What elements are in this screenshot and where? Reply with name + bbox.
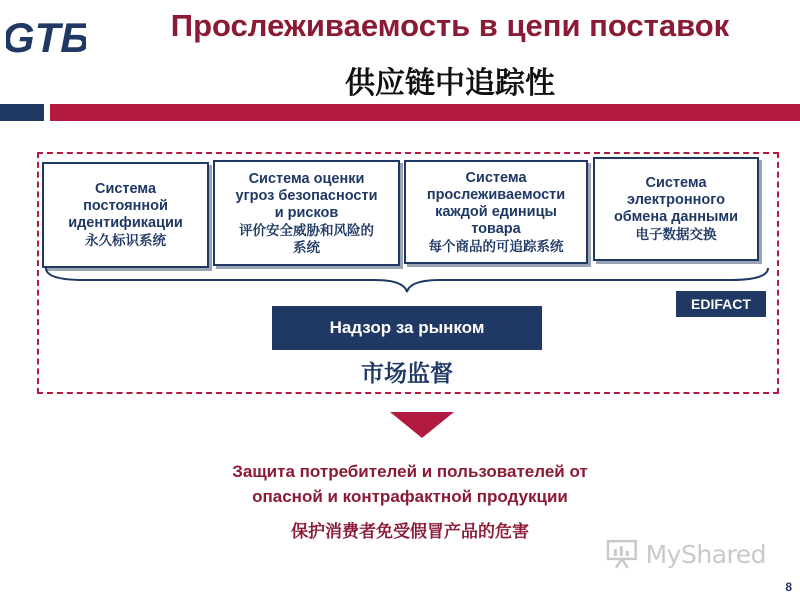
- system-label-chinese: 电子数据交换: [635, 227, 717, 242]
- system-label-line: Система оценки: [248, 170, 365, 187]
- system-label-chinese-line2: 系统: [293, 239, 320, 255]
- header-bar-red: [50, 104, 800, 121]
- system-label-line: электронного: [627, 192, 725, 208]
- system-box-electronic-data-exchange: [593, 157, 759, 261]
- system-label-chinese: 每个商品的可追踪系统: [428, 238, 564, 254]
- system-label-line: Система: [94, 181, 157, 197]
- system-label-line: Система: [645, 175, 707, 191]
- company-logo: [6, 6, 86, 70]
- market-surveillance-box: Надзор за рынком: [272, 306, 542, 350]
- edifact-badge: EDIFACT: [676, 291, 766, 317]
- page-title: Прослеживаемость в цепи поставок: [170, 8, 730, 43]
- system-label-line: угроз безопасности: [235, 187, 378, 204]
- watermark-text: MyShared: [645, 539, 766, 569]
- system-label-line: и рисков: [274, 204, 339, 221]
- watermark: [606, 536, 766, 572]
- system-label-line: Система: [465, 169, 527, 186]
- system-box-item-traceability: [404, 160, 588, 264]
- protection-text: [150, 459, 670, 509]
- system-box-permanent-identification: [42, 162, 209, 268]
- system-label-line: каждой единицы: [435, 203, 557, 220]
- system-label-chinese: 永久标识系统: [85, 233, 166, 248]
- system-label-line: товара: [471, 220, 521, 237]
- presentation-screen-icon: [606, 539, 640, 569]
- logo-icon: [6, 6, 86, 70]
- header-bar-navy: [0, 104, 44, 121]
- market-surveillance-chinese: 市场监督: [361, 360, 453, 386]
- system-label-chinese: 评价安全威胁和风险的: [239, 222, 374, 238]
- protection-text-chinese: 保护消费者免受假冒产品的危害: [291, 522, 529, 541]
- system-box-threat-assessment: [213, 160, 400, 266]
- logo-text: GTБ: [6, 14, 86, 61]
- protection-line-1: Защита потребителей и пользователей от: [232, 462, 588, 481]
- down-arrow-icon: [390, 412, 454, 438]
- system-label-line: обмена данными: [613, 209, 739, 225]
- page-number: 8: [785, 580, 792, 594]
- protection-line-2: опасной и контрафактной продукции: [252, 487, 568, 506]
- system-label-line: идентификации: [68, 215, 183, 231]
- system-label-line: прослеживаемости: [426, 186, 566, 203]
- curly-brace-icon: [44, 266, 770, 294]
- page-title-chinese: 供应链中追踪性: [345, 67, 555, 100]
- system-label-line: постоянной: [83, 198, 168, 214]
